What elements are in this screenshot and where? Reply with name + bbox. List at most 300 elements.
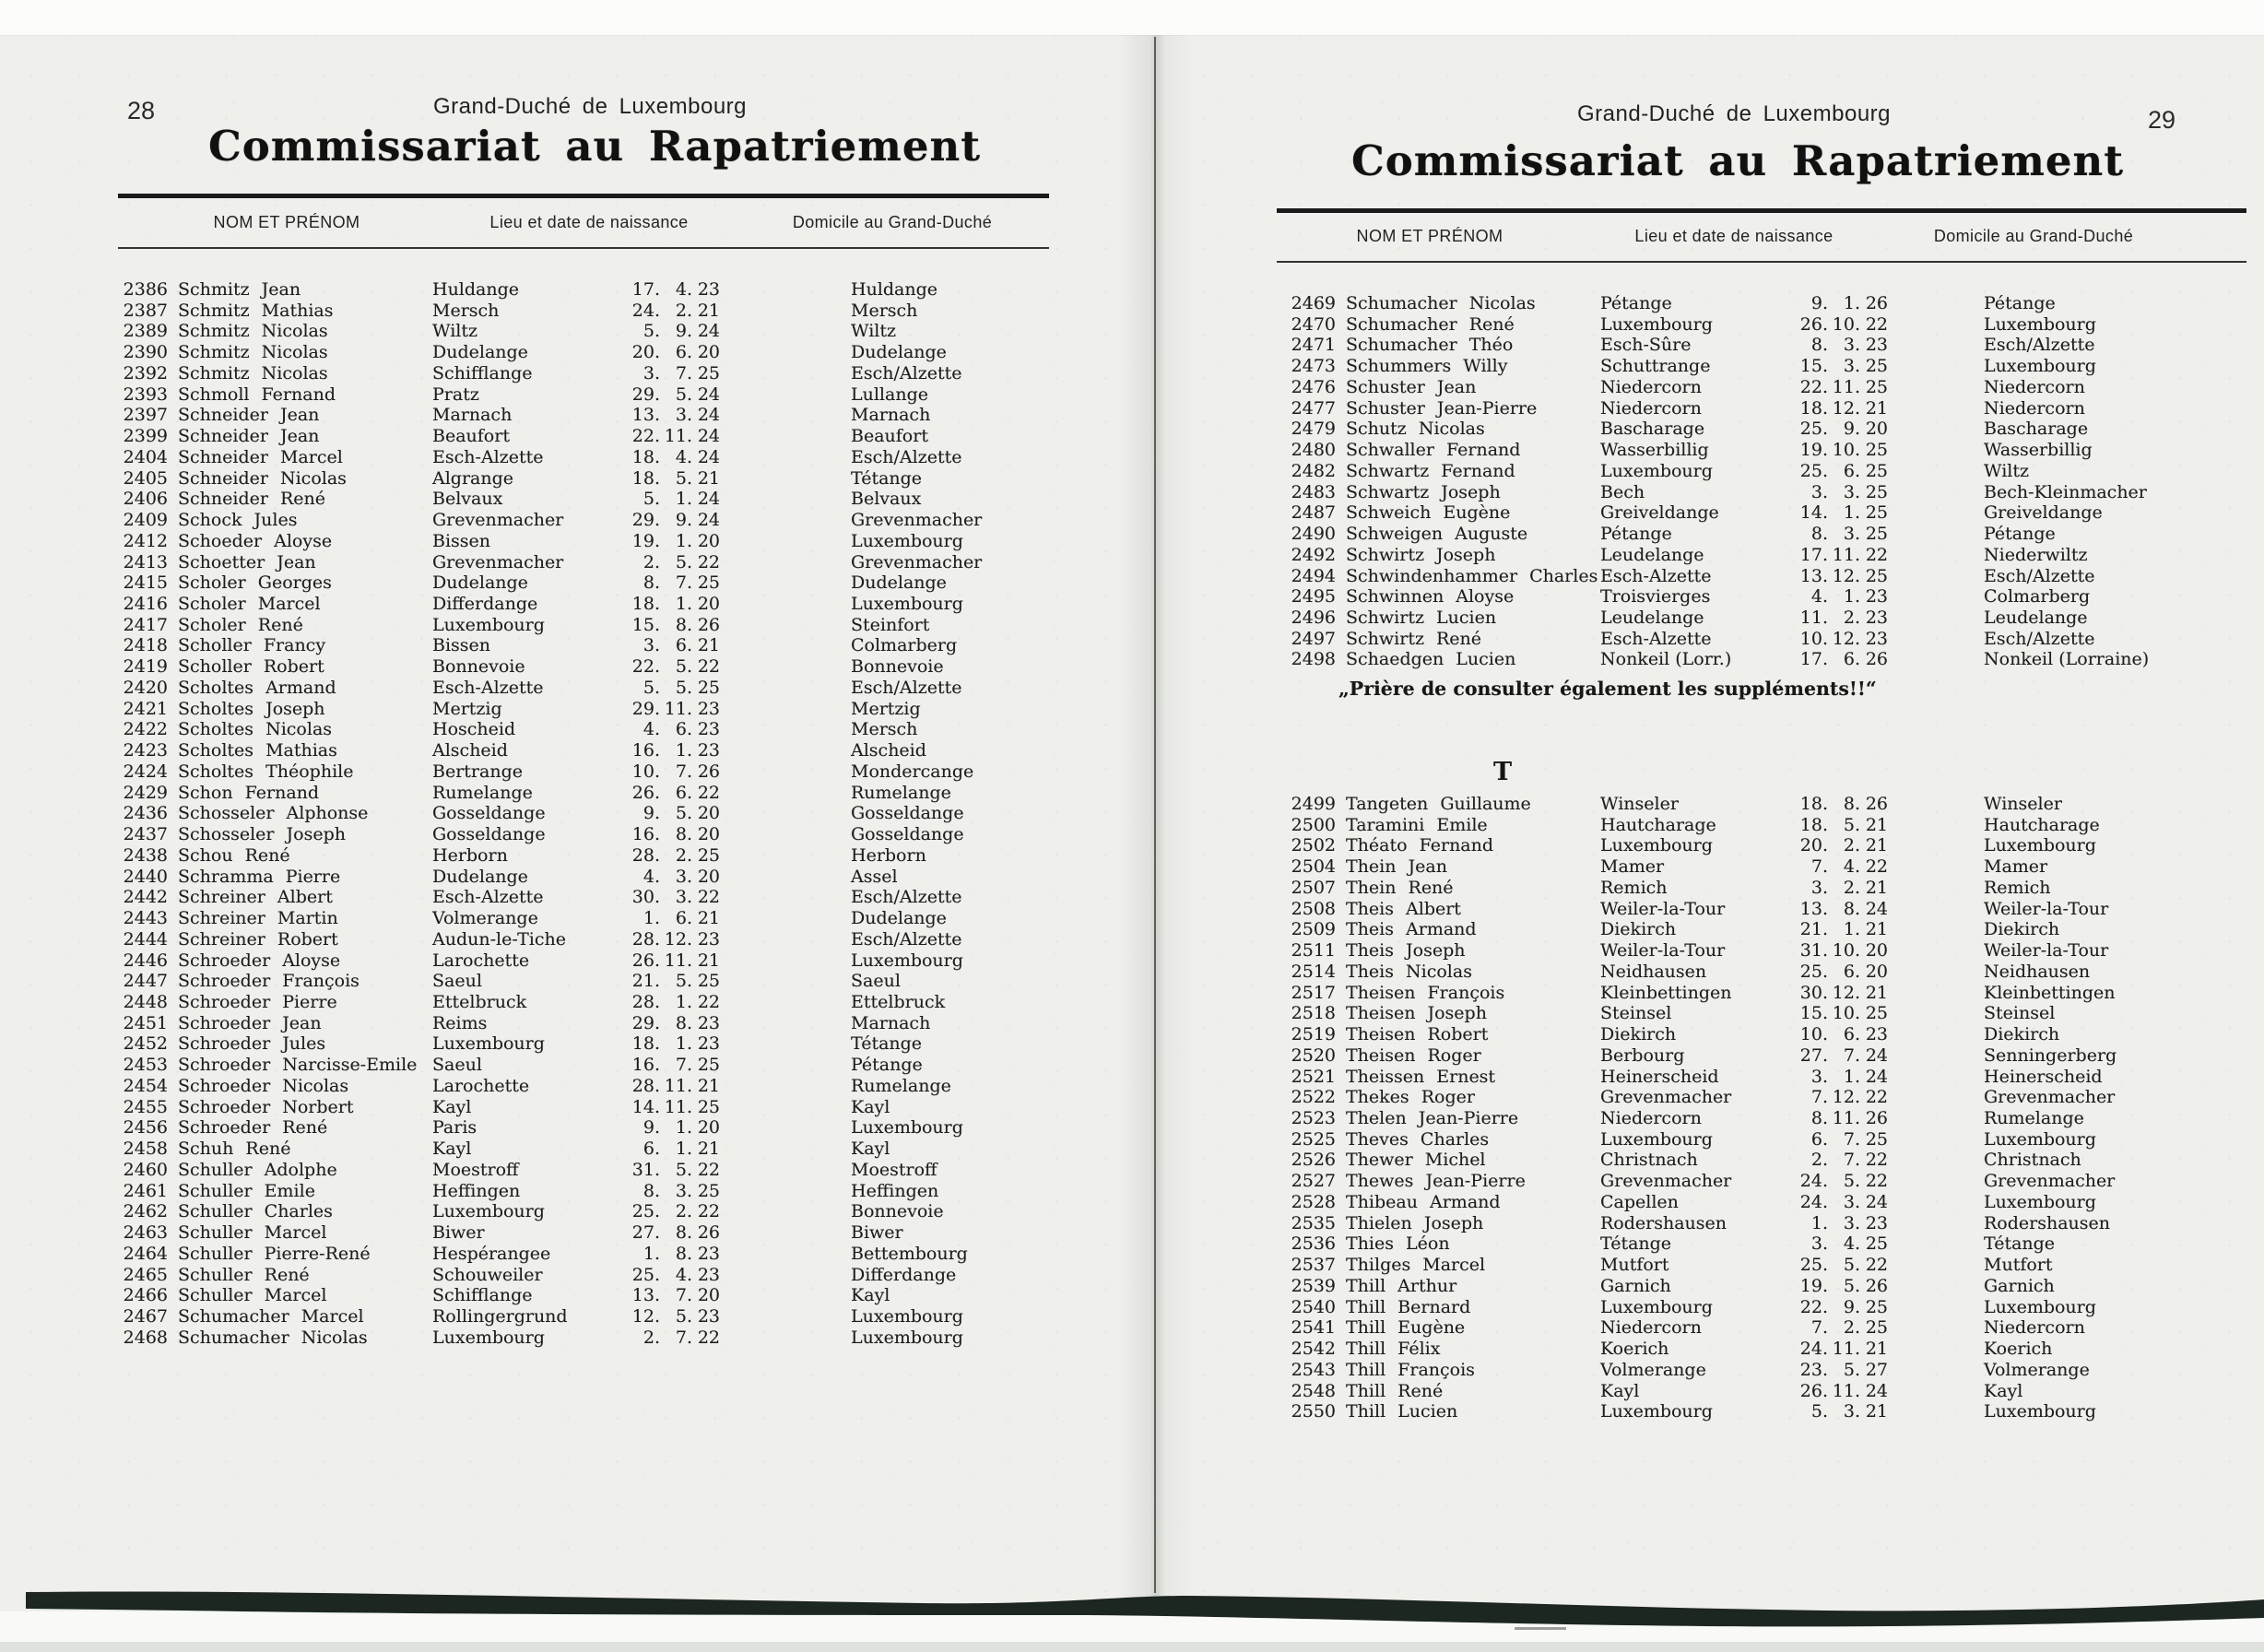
birth-date: 22. 9. 25 [1799, 1296, 1888, 1317]
entry-number: 2423 [123, 740, 168, 761]
person-name: Theis Nicolas [1346, 961, 1472, 982]
birth-place: Troisvierges [1600, 586, 1711, 608]
birth-place: Bissen [432, 530, 491, 551]
table-row [1286, 1233, 2249, 1255]
birth-date: 14. 1. 25 [1799, 502, 1888, 524]
table-row [118, 699, 1081, 720]
birth-date: 31. 5. 22 [631, 1159, 720, 1180]
birth-date: 23. 5. 27 [1799, 1359, 1888, 1380]
table-row [118, 845, 1081, 867]
person-name: Schumacher Nicolas [178, 1327, 368, 1348]
entry-number: 2479 [1291, 419, 1336, 440]
column-header-name: NOM ET PRÉNOM [1356, 227, 1503, 245]
person-name: Scholtes Mathias [178, 740, 337, 761]
domicile: Kayl [1984, 1380, 2023, 1401]
register-table [118, 279, 1081, 1348]
birth-date: 8. 3. 25 [643, 1180, 720, 1201]
birth-place: Leudelange [1600, 608, 1704, 629]
domicile: Kayl [851, 1285, 890, 1306]
person-name: Schuller René [178, 1264, 310, 1285]
birth-date: 13. 3. 24 [631, 405, 720, 426]
birth-date: 17. 6. 26 [1799, 649, 1888, 670]
table-row [118, 572, 1081, 594]
birth-date: 25. 6. 20 [1799, 961, 1888, 982]
page-title: Commissariat au Rapatriement [207, 122, 982, 171]
domicile: Mondercange [851, 761, 974, 782]
domicile: Neidhausen [1984, 961, 2091, 982]
birth-date: 13. 12. 25 [1799, 565, 1888, 586]
entry-number: 2421 [123, 698, 168, 719]
person-name: Schmitz Nicolas [178, 342, 328, 363]
birth-place: Hautcharage [1600, 814, 1716, 835]
birth-date: 2. 7. 22 [643, 1327, 720, 1348]
entry-number: 2521 [1291, 1066, 1336, 1087]
entry-number: 2393 [123, 384, 168, 405]
birth-place: Schouweiler [432, 1264, 543, 1285]
domicile: Greiveldange [1984, 502, 2103, 524]
person-name: Schwinnen Aloyse [1346, 586, 1515, 608]
domicile: Esch/Alzette [851, 677, 962, 698]
birth-date: 24. 2. 21 [631, 300, 720, 321]
birth-place: Larochette [432, 1075, 530, 1096]
entry-number: 2454 [123, 1075, 168, 1096]
person-name: Theisen Robert [1346, 1024, 1489, 1045]
entry-number: 2496 [1291, 608, 1336, 629]
entry-number: 2540 [1291, 1296, 1336, 1317]
person-name: Thill Arthur [1346, 1275, 1457, 1296]
birth-place: Mertzig [432, 698, 502, 719]
table-row [1286, 398, 2249, 419]
domicile: Weiler-la-Tour [1984, 898, 2109, 919]
domicile: Assel [851, 866, 898, 887]
domicile: Tétange [851, 467, 923, 489]
entry-number: 2536 [1291, 1233, 1336, 1255]
domicile: Heffingen [851, 1180, 939, 1201]
table-row [1286, 502, 2249, 524]
birth-date: 27. 8. 26 [631, 1222, 720, 1244]
entry-number: 2412 [123, 530, 168, 551]
domicile: Biwer [851, 1222, 903, 1244]
entry-number: 2535 [1291, 1212, 1336, 1233]
entry-number: 2492 [1291, 544, 1336, 565]
birth-place: Heinerscheid [1600, 1066, 1719, 1087]
birth-place: Niedercorn [1600, 397, 1702, 419]
entry-number: 2466 [123, 1285, 168, 1306]
birth-date: 1. 8. 23 [643, 1243, 720, 1264]
domicile: Diekirch [1984, 919, 2060, 940]
column-header-birth: Lieu et date de naissance [1634, 227, 1834, 245]
domicile: Niederwiltz [1984, 544, 2088, 565]
table-row [1286, 1171, 2249, 1192]
table-row [1286, 1255, 2249, 1276]
birth-date: 9. 1. 26 [1810, 293, 1888, 313]
birth-place: Greiveldange [1600, 502, 1719, 524]
section-letter-heading: T [1492, 758, 1513, 786]
birth-place: Biwer [432, 1222, 485, 1244]
birth-place: Hoscheid [432, 719, 516, 740]
table-row [1286, 899, 2249, 920]
birth-place: Grevenmacher [432, 551, 564, 572]
table-row [1286, 1297, 2249, 1318]
table-row [1286, 1276, 2249, 1297]
entry-number: 2452 [123, 1033, 168, 1055]
person-name: Schroeder Nicolas [178, 1075, 349, 1096]
entry-number: 2517 [1291, 982, 1336, 1003]
domicile: Mersch [851, 719, 918, 740]
birth-place: Koerich [1600, 1339, 1669, 1360]
birth-place: Luxembourg [1600, 1128, 1713, 1150]
person-name: Scholer Marcel [178, 594, 321, 615]
book-gutter-shadow [1117, 35, 1195, 1602]
birth-place: Saeul [432, 1055, 482, 1076]
birth-date: 28. 1. 22 [631, 991, 720, 1012]
table-row [118, 489, 1081, 510]
person-name: Thill Eugène [1346, 1317, 1466, 1339]
birth-place: Esch-Sûre [1600, 335, 1692, 356]
entry-number: 2460 [123, 1159, 168, 1180]
table-row [118, 615, 1081, 636]
entry-number: 2392 [123, 362, 168, 384]
table-row [118, 678, 1081, 699]
birth-place: Diekirch [1600, 1024, 1677, 1045]
person-name: Schosseler Alphonse [178, 803, 369, 824]
person-name: Tangeten Guillaume [1346, 794, 1531, 814]
person-name: Schuster Jean [1346, 376, 1477, 397]
person-name: Schweich Eugène [1346, 502, 1511, 524]
country-kicker: Grand-Duché de Luxembourg [1576, 101, 1892, 126]
entry-number: 2443 [123, 908, 168, 929]
person-name: Theisen François [1346, 982, 1505, 1003]
birth-date: 15. 10. 25 [1799, 1003, 1888, 1024]
person-name: Thies Léon [1346, 1233, 1450, 1255]
birth-date: 16. 8. 20 [631, 824, 720, 845]
person-name: Schreiner Martin [178, 908, 338, 929]
table-row [118, 929, 1081, 950]
entry-number: 2390 [123, 342, 168, 363]
entry-number: 2525 [1291, 1128, 1336, 1150]
birth-date: 22. 5. 22 [631, 656, 720, 678]
domicile: Luxembourg [1984, 313, 2096, 335]
table-row [118, 908, 1081, 929]
table-row [1286, 940, 2249, 962]
birth-place: Berbourg [1600, 1044, 1685, 1066]
birth-date: 28. 11. 21 [631, 1075, 720, 1096]
domicile: Luxembourg [1984, 1191, 2096, 1212]
entry-number: 2483 [1291, 481, 1336, 502]
birth-date: 13. 7. 20 [631, 1285, 720, 1306]
domicile: Rumelange [851, 782, 951, 803]
person-name: Schuller Pierre-René [178, 1243, 371, 1264]
birth-date: 7. 2. 25 [1810, 1317, 1888, 1339]
domicile: Grevenmacher [851, 551, 983, 572]
birth-place: Tétange [1600, 1233, 1672, 1255]
person-name: Schreiner Robert [178, 928, 338, 950]
entry-number: 2397 [123, 405, 168, 426]
person-name: Thill François [1346, 1359, 1475, 1380]
entry-number: 2494 [1291, 565, 1336, 586]
table-row [1286, 919, 2249, 940]
birth-date: 3. 7. 25 [643, 362, 720, 384]
entry-number: 2468 [123, 1327, 168, 1348]
domicile: Luxembourg [851, 950, 963, 971]
birth-date: 7. 4. 22 [1810, 856, 1888, 878]
person-name: Schutz Nicolas [1346, 419, 1485, 440]
birth-place: Dudelange [432, 572, 528, 594]
birth-date: 3. 1. 24 [1810, 1066, 1888, 1087]
entry-number: 2453 [123, 1055, 168, 1076]
birth-place: Christnach [1600, 1150, 1698, 1171]
domicile: Mutfort [1984, 1255, 2053, 1276]
person-name: Schuh René [178, 1139, 291, 1160]
domicile: Tétange [851, 1033, 923, 1055]
domicile: Luxembourg [1984, 1296, 2096, 1317]
entry-number: 2464 [123, 1243, 168, 1264]
domicile: Wiltz [1984, 460, 2029, 481]
entry-number: 2523 [1291, 1108, 1336, 1129]
table-row [1286, 377, 2249, 398]
table-row [118, 656, 1081, 678]
birth-date: 5. 1. 24 [643, 489, 720, 510]
person-name: Schoetter Jean [178, 551, 316, 572]
entry-number: 2482 [1291, 460, 1336, 481]
table-row [1286, 566, 2249, 587]
birth-date: 4. 6. 23 [643, 719, 720, 740]
birth-place: Nonkeil (Lorr.) [1600, 649, 1732, 670]
birth-place: Pétange [1600, 293, 1672, 313]
table-row [118, 384, 1081, 406]
person-name: Scholtes Joseph [178, 698, 325, 719]
birth-date: 3. 2. 21 [1810, 877, 1888, 898]
domicile: Luxembourg [1984, 356, 2096, 377]
entry-number: 2418 [123, 635, 168, 656]
entry-number: 2429 [123, 782, 168, 803]
domicile: Differdange [851, 1264, 957, 1285]
table-row [118, 531, 1081, 552]
entry-number: 2550 [1291, 1401, 1336, 1422]
table-row [118, 971, 1081, 992]
table-row [118, 552, 1081, 573]
birth-place: Gosseldange [432, 803, 546, 824]
entry-number: 2471 [1291, 335, 1336, 356]
table-row [118, 426, 1081, 447]
birth-date: 20. 2. 21 [1799, 835, 1888, 856]
table-row [118, 447, 1081, 468]
table-row [118, 1139, 1081, 1160]
table-row [1286, 1108, 2249, 1129]
person-name: Thewes Jean-Pierre [1346, 1171, 1526, 1192]
birth-date: 16. 1. 23 [631, 740, 720, 761]
table-row [118, 1265, 1081, 1286]
domicile: Rumelange [851, 1075, 951, 1096]
person-name: Schuller Emile [178, 1180, 315, 1201]
birth-place: Rodershausen [1600, 1212, 1727, 1233]
domicile: Dudelange [851, 572, 947, 594]
birth-date: 25. 9. 20 [1799, 419, 1888, 440]
table-row [118, 301, 1081, 322]
table-row [118, 635, 1081, 656]
birth-date: 18. 8. 26 [1799, 794, 1888, 814]
table-row [1286, 461, 2249, 482]
person-name: Schwirtz Lucien [1346, 608, 1497, 629]
person-name: Schosseler Joseph [178, 824, 346, 845]
domicile: Luxembourg [1984, 1401, 2096, 1422]
domicile: Wiltz [851, 321, 896, 342]
table-row [118, 867, 1081, 888]
table-row [1286, 1381, 2249, 1402]
entry-number: 2509 [1291, 919, 1336, 940]
domicile: Heinerscheid [1984, 1066, 2103, 1087]
header-rule-thick [118, 194, 1049, 198]
birth-place: Leudelange [1600, 544, 1704, 565]
table-row [1286, 419, 2249, 440]
table-row [1286, 1360, 2249, 1381]
entry-number: 2507 [1291, 877, 1336, 898]
birth-place: Herborn [432, 844, 508, 866]
entry-number: 2465 [123, 1264, 168, 1285]
person-name: Thielen Joseph [1346, 1212, 1484, 1233]
domicile: Wasserbillig [1984, 440, 2093, 461]
birth-date: 25. 5. 22 [1799, 1255, 1888, 1276]
birth-place: Audun-le-Tiche [432, 928, 566, 950]
entry-number: 2406 [123, 489, 168, 510]
page-number: 28 [127, 97, 156, 124]
birth-date: 28. 12. 23 [631, 928, 720, 950]
entry-number: 2514 [1291, 961, 1336, 982]
birth-date: 18. 1. 20 [631, 594, 720, 615]
domicile: Bettembourg [851, 1243, 968, 1264]
birth-place: Algrange [432, 467, 514, 489]
header-rule-thin [1277, 261, 2246, 263]
entry-number: 2386 [123, 279, 168, 300]
domicile: Esch/Alzette [851, 446, 962, 467]
birth-place: Capellen [1600, 1191, 1679, 1212]
table-row [118, 992, 1081, 1013]
entry-number: 2518 [1291, 1003, 1336, 1024]
domicile: Christnach [1984, 1150, 2081, 1171]
birth-place: Kayl [1600, 1380, 1640, 1401]
domicile: Lullange [851, 384, 928, 405]
birth-place: Kleinbettingen [1600, 982, 1732, 1003]
table-row [118, 1055, 1081, 1076]
entry-number: 2416 [123, 594, 168, 615]
table-row [118, 740, 1081, 761]
page-bottom-edge-bar [0, 1567, 2264, 1652]
birth-date: 9. 5. 20 [643, 803, 720, 824]
person-name: Schumacher Théo [1346, 335, 1514, 356]
domicile: Esch/Alzette [851, 928, 962, 950]
table-row [118, 1306, 1081, 1328]
domicile: Pétange [1984, 293, 2056, 313]
domicile: Volmerange [1984, 1359, 2090, 1380]
table-row [118, 1117, 1081, 1139]
birth-date: 1. 3. 23 [1810, 1212, 1888, 1233]
entry-number: 2487 [1291, 502, 1336, 524]
entry-number: 2500 [1291, 814, 1336, 835]
person-name: Schmitz Nicolas [178, 321, 328, 342]
table-row [1286, 1401, 2249, 1422]
birth-date: 18. 5. 21 [1799, 814, 1888, 835]
birth-place: Luxembourg [432, 1201, 545, 1222]
table-row [118, 1033, 1081, 1055]
scan-bottom-strip [0, 1642, 2264, 1652]
domicile: Diekirch [1984, 1024, 2060, 1045]
birth-place: Niedercorn [1600, 1108, 1702, 1129]
person-name: Schneider René [178, 489, 326, 510]
birth-date: 26. 11. 24 [1799, 1380, 1888, 1401]
table-row [118, 279, 1081, 301]
entry-number: 2480 [1291, 440, 1336, 461]
entry-number: 2399 [123, 426, 168, 447]
table-row [118, 1097, 1081, 1118]
domicile: Mamer [1984, 856, 2048, 878]
person-name: Scholler Francy [178, 635, 326, 656]
birth-date: 10. 7. 26 [631, 761, 720, 782]
birth-date: 4. 3. 20 [643, 866, 720, 887]
table-row [1286, 815, 2249, 836]
person-name: Schumacher Nicolas [1346, 293, 1536, 313]
table-row [118, 321, 1081, 342]
entry-number: 2440 [123, 866, 168, 887]
person-name: Thill Lucien [1346, 1401, 1458, 1422]
birth-date: 15. 3. 25 [1799, 356, 1888, 377]
table-row [1286, 482, 2249, 503]
domicile: Rodershausen [1984, 1212, 2111, 1233]
birth-date: 19. 10. 25 [1799, 440, 1888, 461]
birth-date: 26. 10. 22 [1799, 313, 1888, 335]
table-row [1286, 314, 2249, 336]
person-name: Schroeder Pierre [178, 991, 337, 1012]
domicile: Rumelange [1984, 1108, 2084, 1129]
person-name: Schroeder François [178, 971, 360, 992]
birth-place: Diekirch [1600, 919, 1677, 940]
birth-place: Luxembourg [432, 1033, 545, 1055]
domicile: Kayl [851, 1096, 890, 1117]
domicile: Senningerberg [1984, 1044, 2117, 1066]
birth-place: Grevenmacher [1600, 1171, 1732, 1192]
birth-date: 14. 11. 25 [631, 1096, 720, 1117]
entry-number: 2444 [123, 928, 168, 950]
table-row [118, 405, 1081, 426]
birth-place: Bonnevoie [432, 656, 525, 678]
table-row [1286, 1339, 2249, 1360]
person-name: Schneider Nicolas [178, 467, 347, 489]
person-name: Schweigen Auguste [1346, 524, 1528, 545]
person-name: Thibeau Armand [1346, 1191, 1501, 1212]
birth-place: Differdange [432, 594, 538, 615]
page-number: 29 [2148, 106, 2176, 134]
entry-number: 2537 [1291, 1255, 1336, 1276]
entry-number: 2456 [123, 1117, 168, 1139]
birth-date: 24. 11. 21 [1799, 1339, 1888, 1360]
birth-date: 18. 12. 21 [1799, 397, 1888, 419]
birth-place: Steinsel [1600, 1003, 1672, 1024]
birth-date: 29. 11. 23 [631, 698, 720, 719]
birth-place: Kayl [432, 1096, 472, 1117]
domicile: Grevenmacher [1984, 1087, 2116, 1108]
entry-number: 2519 [1291, 1024, 1336, 1045]
birth-place: Belvaux [432, 489, 503, 510]
person-name: Schwirtz René [1346, 628, 1482, 649]
person-name: Theissen Ernest [1346, 1066, 1496, 1087]
table-row [118, 803, 1081, 824]
header-rule-thick [1277, 208, 2246, 213]
domicile: Luxembourg [851, 594, 963, 615]
birth-place: Pratz [432, 384, 479, 405]
person-name: Théato Fernand [1346, 835, 1494, 856]
birth-date: 2. 7. 22 [1810, 1150, 1888, 1171]
domicile: Gosseldange [851, 803, 964, 824]
birth-date: 5. 9. 24 [643, 321, 720, 342]
